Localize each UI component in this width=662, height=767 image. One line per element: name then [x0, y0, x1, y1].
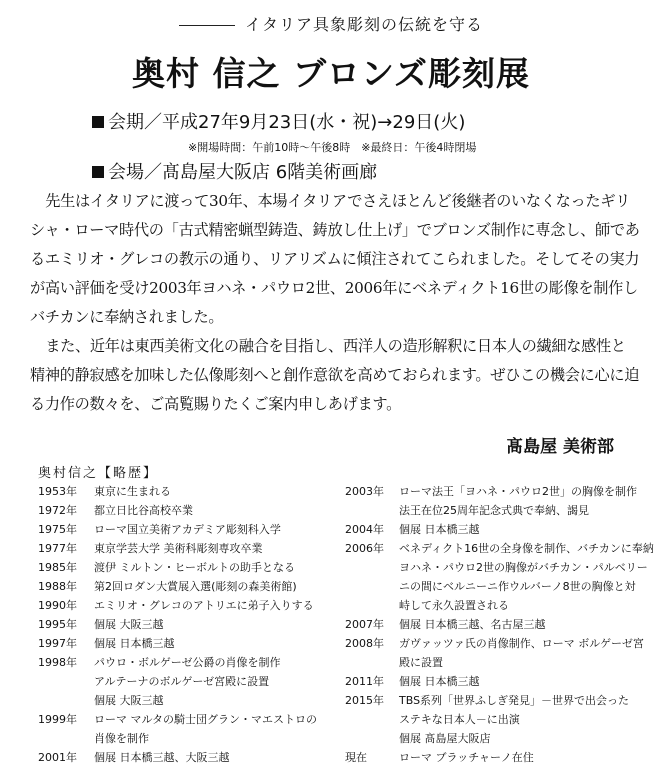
biography-year: 2001年 — [38, 751, 77, 764]
biography-year: 2011年 — [345, 675, 384, 688]
biography-event: 東京に生まれる — [94, 485, 171, 498]
biography-event: 殿に設置 — [399, 656, 443, 669]
biography-event: ヨハネ・パウロ2世の胸像がバチカン・パルベリー — [399, 561, 648, 574]
biography-event: 個展 日本橋三越、大阪三越 — [94, 751, 230, 764]
biography-year: 1999年 — [38, 713, 77, 726]
biography-event: ステキな日本人－に出演 — [399, 713, 520, 726]
biography-entry — [38, 482, 328, 501]
biography-entry — [38, 710, 328, 729]
biography-year — [38, 691, 94, 710]
dates-text: 会期／平成27年9月23日(水・祝)→29日(火) — [108, 112, 466, 133]
biography-event: ローマ国立美術アカデミア彫刻科入学 — [94, 523, 281, 536]
biography-year: 1953年 — [38, 485, 77, 498]
intro-text — [30, 187, 640, 419]
biography-entry — [345, 501, 645, 520]
biography-entry — [345, 482, 645, 501]
biography-entry — [38, 729, 328, 748]
biography-entry — [38, 615, 328, 634]
biography-event: パウロ・ボルゲーゼ公爵の肖像を制作 — [94, 656, 281, 669]
dates-line — [92, 108, 465, 134]
biography-year: 2015年 — [345, 694, 384, 707]
biography-event: 峙して永久設置される — [399, 599, 509, 612]
biography-event: 個展 日本橋三越 — [399, 675, 480, 688]
biography-entry — [345, 596, 645, 615]
biography-entry — [345, 729, 645, 748]
biography-event: 個展 大阪三越 — [94, 694, 164, 707]
biography-year — [345, 596, 399, 615]
biography-entry — [38, 691, 328, 710]
biography-entry — [38, 539, 328, 558]
biography-event: 肖像を制作 — [94, 732, 149, 745]
biography-year: 2008年 — [345, 637, 384, 650]
biography-event: 東京学芸大学 美術科彫刻専攻卒業 — [94, 542, 263, 555]
biography-left-column — [38, 482, 328, 767]
biography-event: アルテーナのボルゲーゼ宮殿に設置 — [94, 675, 270, 688]
biography-year: 2003年 — [345, 485, 384, 498]
biography-entry — [345, 691, 645, 710]
subtitle-text: イタリア具象彫刻の伝統を守る — [244, 15, 483, 34]
biography-year — [345, 577, 399, 596]
biography-event: 渡伊 ミルトン・ヒーボルトの助手となる — [94, 561, 296, 574]
biography-year: 1998年 — [38, 656, 77, 669]
biography-event: 個展 大阪三越 — [94, 618, 164, 631]
biography-event: TBS系列「世界ふしぎ発見」－世界で出会った — [399, 694, 630, 707]
venue-text: 会場／髙島屋大阪店 6階美術画廊 — [108, 162, 378, 183]
biography-year: 1975年 — [38, 523, 77, 536]
biography-entry — [38, 558, 328, 577]
biography-entry — [345, 558, 648, 577]
biography-event: 法王在位25周年記念式典で奉納、謁見 — [399, 504, 589, 517]
biography-event: 個展 髙島屋大阪店 — [399, 732, 491, 745]
hours-note: ※開場時間：午前10時～午後8時 ※最終日：午後4時閉場 — [188, 141, 477, 154]
biography-right-column — [345, 482, 654, 767]
biography-year: 現在 — [345, 751, 367, 764]
biography-year: 1985年 — [38, 561, 77, 574]
biography-year — [345, 653, 399, 672]
biography-entry — [38, 748, 328, 767]
biography-year — [38, 672, 94, 691]
biography-entry — [345, 539, 654, 558]
biography-heading: 奥村信之【略歴】 — [38, 466, 159, 481]
biography-year: 1997年 — [38, 637, 77, 650]
biography-event: 第2回ロダン大賞展入選(彫刻の森美術館) — [94, 580, 297, 593]
biography-year: 1977年 — [38, 542, 77, 555]
biography-entry — [345, 577, 645, 596]
biography-year: 2004年 — [345, 523, 384, 536]
square-bullet-icon — [92, 166, 104, 178]
biography-entry — [345, 615, 645, 634]
biography-entry — [38, 577, 328, 596]
biography-event: 都立日比谷高校卒業 — [94, 504, 193, 517]
biography-entry — [345, 710, 645, 729]
biography-entry — [38, 596, 328, 615]
biography-entry — [38, 520, 328, 539]
biography-entry — [345, 748, 645, 767]
biography-entry — [345, 520, 645, 539]
venue-line — [92, 158, 377, 184]
biography-event: エミリオ・グレコのアトリエに弟子入りする — [94, 599, 314, 612]
biography-entry — [345, 672, 645, 691]
biography-year: 2006年 — [345, 542, 384, 555]
intro-paragraph-2: また、近年は東西美術文化の融合を目指し、西洋人の造形解釈に日本人の繊細な感性と精神的静寂感を加味した仏像彫刻へと創作意欲を高めておられます。ぜひこの機会に心に迫る力作の数々を、ご高覧賜りたくご案内申しあげます。 — [30, 337, 640, 413]
biography-year — [345, 729, 399, 748]
intro-paragraph-1: 先生はイタリアに渡って30年、本場イタリアでさえほとんど後継者のいなくなったギリシャ・ローマ時代の「古式精密蝋型鋳造、鋳放し仕上げ」でブロンズ制作に専念し、師であるエミリオ・グレコの教示の通り、リアリズムに傾注されてこられました。そしてその実力が高い評価を受け2003年ヨハネ・パウロ2世、2006年にベネディクト16世の彫像を制作しバチカンに奉納されました。 — [30, 192, 640, 326]
biography-event: ローマ ブラッチャーノ在住 — [399, 751, 534, 764]
biography-event: ニの間にベルニーニ作ウルバーノ8世の胸像と対 — [399, 580, 636, 593]
biography-entry — [345, 653, 645, 672]
biography-event: ベネディクト16世の全身像を制作、バチカンに奉納 — [399, 542, 654, 555]
biography-year — [345, 501, 399, 520]
biography-year: 1988年 — [38, 580, 77, 593]
biography-event: 個展 日本橋三越 — [399, 523, 480, 536]
subtitle — [0, 12, 662, 35]
signature: 髙島屋 美術部 — [506, 437, 614, 457]
biography-event: ガヴァッツァ氏の肖像制作、ローマ ボルゲーゼ宮 — [399, 637, 644, 650]
biography-entry — [38, 672, 328, 691]
biography-year: 1972年 — [38, 504, 77, 517]
biography-year — [38, 729, 94, 748]
biography-year — [345, 558, 399, 577]
biography-year: 2007年 — [345, 618, 384, 631]
biography-entry — [38, 501, 328, 520]
exhibition-title: 奥村 信之 ブロンズ彫刻展 — [132, 54, 530, 93]
biography-entry — [345, 634, 645, 653]
biography-entry — [38, 634, 328, 653]
square-bullet-icon — [92, 116, 104, 128]
biography-event: ローマ マルタの騎士団グラン・マエストロの — [94, 713, 318, 726]
biography-year: 1995年 — [38, 618, 77, 631]
biography-event: ローマ法王「ヨハネ・パウロ2世」の胸像を制作 — [399, 485, 637, 498]
biography-event: 個展 日本橋三越、名古屋三越 — [399, 618, 546, 631]
biography-year: 1990年 — [38, 599, 77, 612]
subtitle-rule — [179, 25, 235, 26]
biography-event: 個展 日本橋三越 — [94, 637, 175, 650]
biography-year — [345, 710, 399, 729]
biography-entry — [38, 653, 328, 672]
